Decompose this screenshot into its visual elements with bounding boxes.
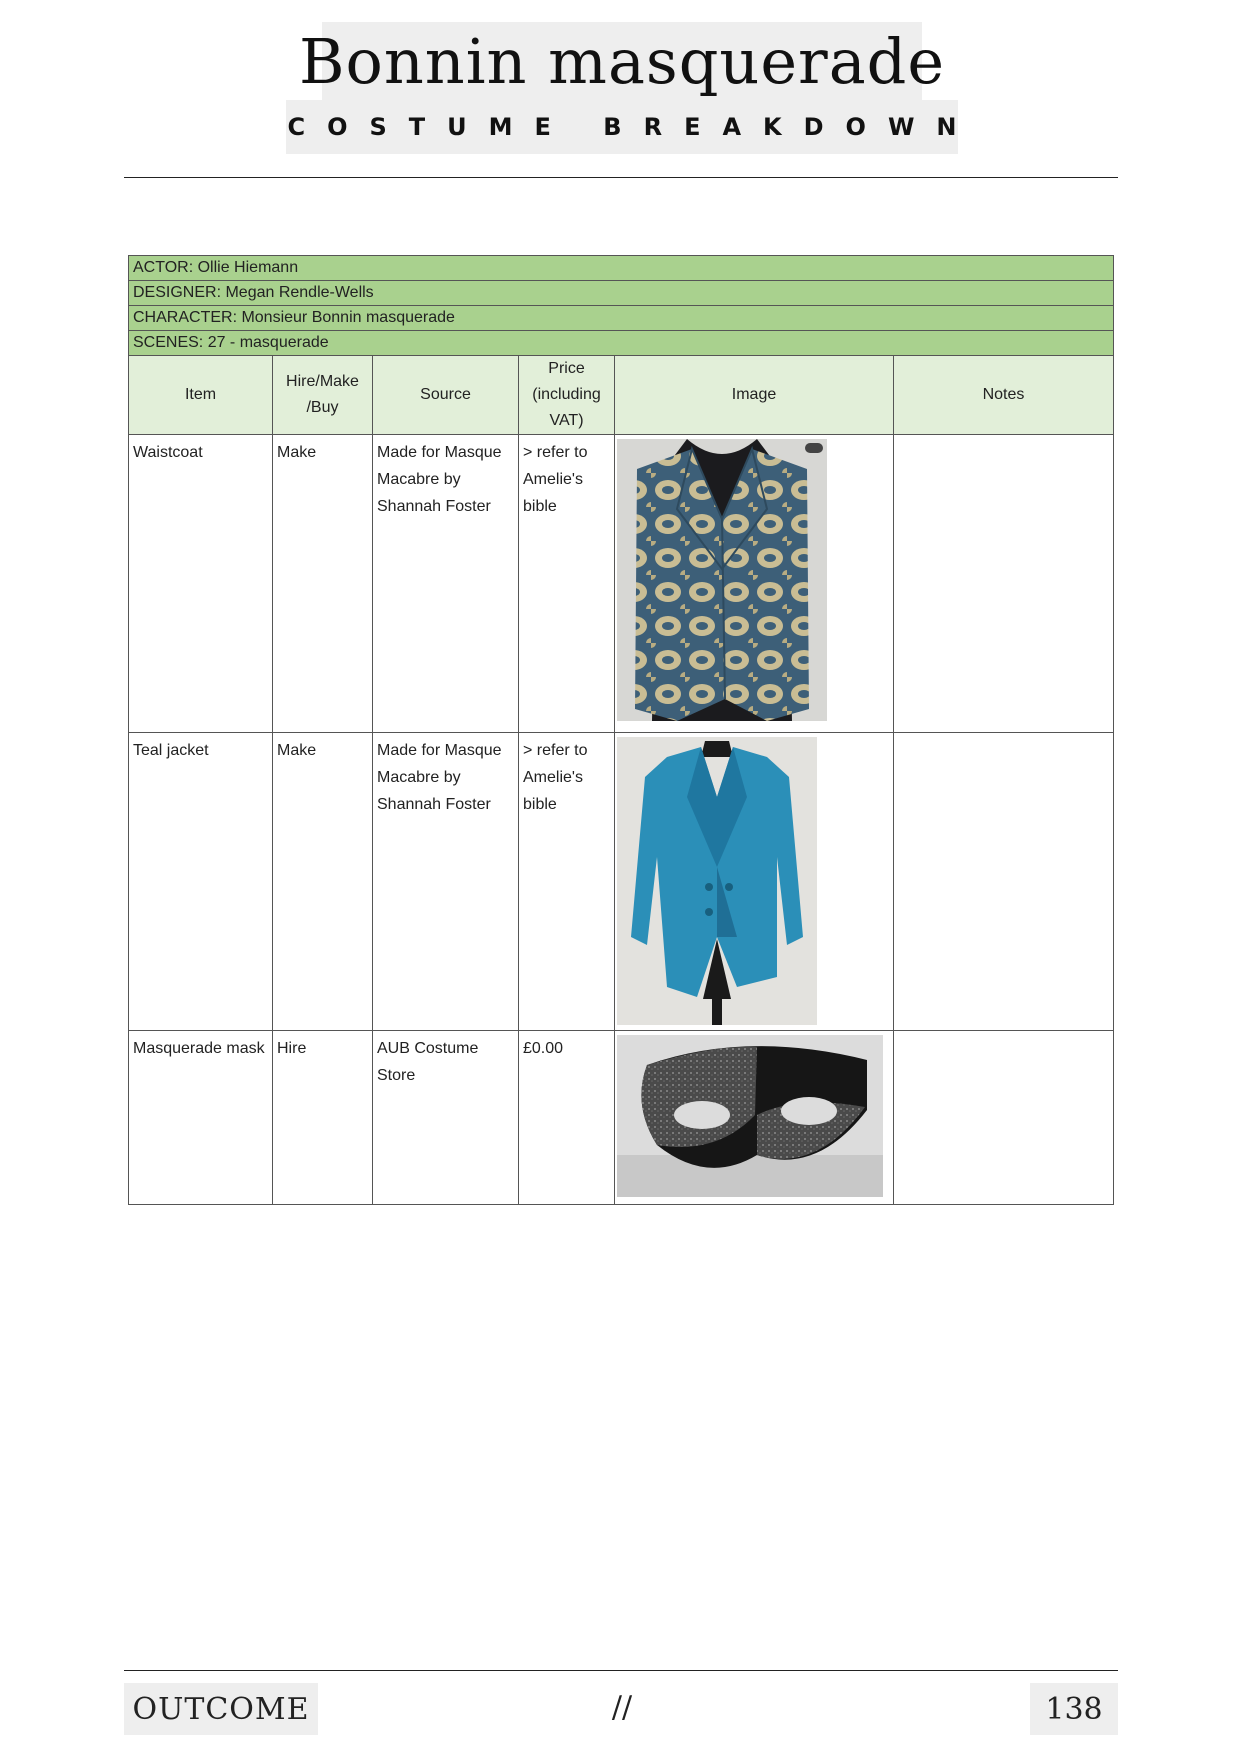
designer-line: DESIGNER: Megan Rendle-Wells [129,281,1114,306]
cell-source: Made for Masque Macabre by Shannah Foster [373,733,519,1031]
cell-hire: Hire [273,1031,373,1205]
cell-hire: Make [273,435,373,733]
character-line: CHARACTER: Monsieur Bonnin masquerade [129,306,1114,331]
cell-price: £0.00 [519,1031,615,1205]
table-row [129,435,1114,733]
title-box [298,22,946,102]
cell-source: Made for Masque Macabre by Shannah Foster [373,435,519,733]
teal-jacket-photo [617,737,817,1025]
footer-separator: // [611,1690,633,1725]
cell-item: Teal jacket [129,733,273,1031]
col-source: Source [373,356,519,435]
header-rule [124,177,1118,178]
cell-notes [894,435,1114,733]
col-hire: Hire/Make /Buy [273,356,373,435]
cell-price: > refer to Amelie's bible [519,435,615,733]
table-row [129,1031,1114,1205]
cell-item: Waistcoat [129,435,273,733]
footer-rule [124,1670,1118,1671]
col-notes: Notes [894,356,1114,435]
scenes-line: SCENES: 27 - masquerade [129,331,1114,356]
table-header-row [129,356,1114,435]
actor-line: ACTOR: Ollie Hiemann [129,256,1114,281]
footer-section-label: OUTCOME [124,1683,318,1735]
waistcoat-photo [617,439,827,721]
cell-hire: Make [273,733,373,1031]
col-image: Image [615,356,894,435]
page-title: Bonnin masquerade [298,25,946,98]
cell-notes [894,1031,1114,1205]
page-subtitle: COSTUME BREAKDOWN [287,113,979,141]
table-row [129,733,1114,1031]
page-number: 138 [1030,1683,1118,1735]
costume-table [128,255,1114,1205]
cell-image [615,1031,894,1205]
cell-item: Masquerade mask [129,1031,273,1205]
col-price: Price (including VAT) [519,356,615,435]
subtitle-box [286,100,979,154]
cell-notes [894,733,1114,1031]
mask-photo [617,1035,883,1197]
cell-source: AUB Costume Store [373,1031,519,1205]
cell-price: > refer to Amelie's bible [519,733,615,1031]
cell-image [615,435,894,733]
cell-image [615,733,894,1031]
col-item: Item [129,356,273,435]
